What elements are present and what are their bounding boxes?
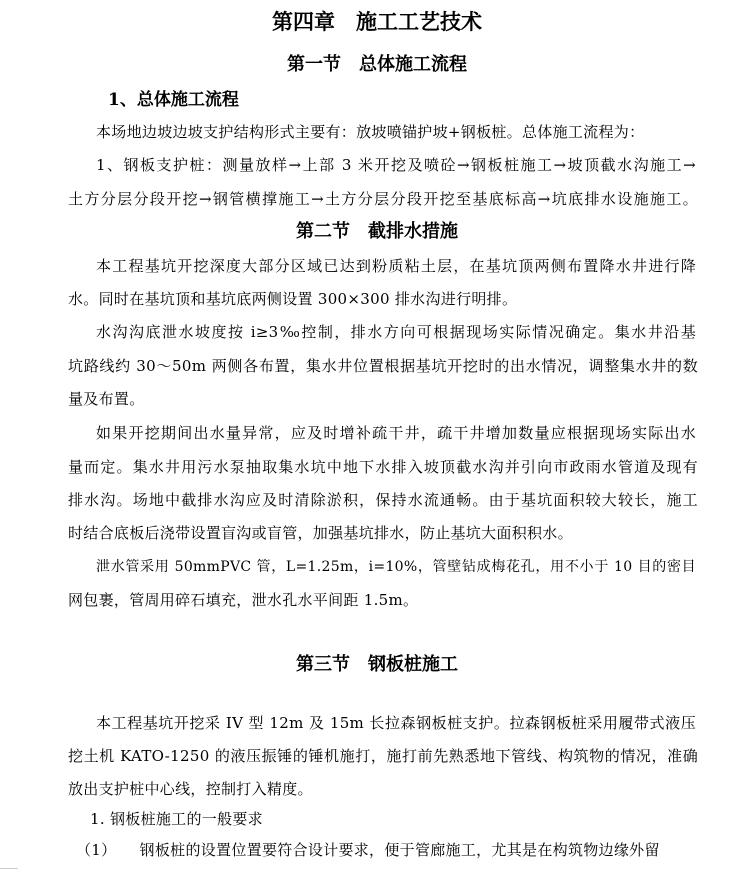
paragraph-line: 放出支护桩中心线，控制打入精度。 — [68, 780, 313, 798]
paragraph-line: 1、钢板支护桩：测量放样→上部 3 米开挖及喷砼→钢板桩施工→坡顶截水沟施工→ — [96, 156, 696, 174]
paragraph-line: 本工程基坑开挖采 IV 型 12m 及 15m 长拉森钢板桩支护。拉森钢板桩采用履带式液压 — [96, 714, 696, 732]
section-title: 第三节 钢板桩施工 — [296, 654, 458, 675]
paragraph-line: 时结合底板后浇带设置盲沟或盲管，加强基坑排水，防止基坑大面积积水。 — [68, 524, 573, 542]
section-title: 第二节 截排水措施 — [296, 221, 458, 242]
paragraph-line: 水。同时在基坑顶和基坑底两侧设置 300×300 排水沟进行明排。 — [68, 290, 518, 308]
paragraph-line: 量而定。集水井用污水泵抽取集水坑中地下水排入坡顶截水沟并引向市政雨水管道及现有 — [68, 458, 698, 476]
paragraph-line: 挖土机 KATO-1250 的液压振锤的锤机施打，施打前先熟悉地下管线、构筑物的情况，准确 — [68, 747, 698, 765]
page-edge-mark — [0, 868, 18, 869]
list-item: （1） 钢板桩的设置位置要符合设计要求，便于管廊施工，尤其是在构筑物边缘外留 — [76, 841, 660, 859]
section-title: 第一节 总体施工流程 — [287, 54, 467, 75]
paragraph-line: 排水沟。场地中截排水沟应及时清除淤积，保持水流通畅。由于基坑面积较大较长，施工 — [68, 491, 698, 509]
subsection-title: 1、总体施工流程 — [108, 90, 239, 110]
paragraph-line: 如果开挖期间出水量异常，应及时增补疏干井，疏干井增加数量应根据现场实际出水 — [96, 424, 696, 442]
paragraph-line: 量及布置。 — [68, 390, 145, 408]
chapter-title: 第四章 施工工艺技术 — [272, 9, 482, 34]
paragraph-line: 本工程基坑开挖深度大部分区域已达到粉质粘土层，在基坑顶两侧布置降水井进行降 — [96, 257, 696, 275]
paragraph-line: 坑路线约 30～50m 两侧各布置，集水井位置根据基坑开挖时的出水情况，调整集水井的数 — [68, 357, 698, 375]
list-heading: 1. 钢板桩施工的一般要求 — [90, 810, 263, 828]
paragraph-line: 泄水管采用 50mmPVC 管，L=1.25m，i=10%，管壁钻成梅花孔，用不小于 10 目的密目 — [96, 559, 696, 575]
paragraph-line: 水沟沟底泄水坡度按 i≥3‰控制，排水方向可根据现场实际情况确定。集水井沿基 — [96, 323, 696, 341]
paragraph-line: 网包裹，管周用碎石填充，泄水孔水平间距 1.5m。 — [68, 591, 419, 609]
paragraph-line: 土方分层分段开挖→钢管横撑施工→土方分层分段开挖至基底标高→坑底排水设施施工。 — [68, 190, 698, 208]
paragraph-line: 本场地边坡边坡支护结构形式主要有：放坡喷锚护坡+钢板桩。总体施工流程为： — [96, 123, 645, 141]
